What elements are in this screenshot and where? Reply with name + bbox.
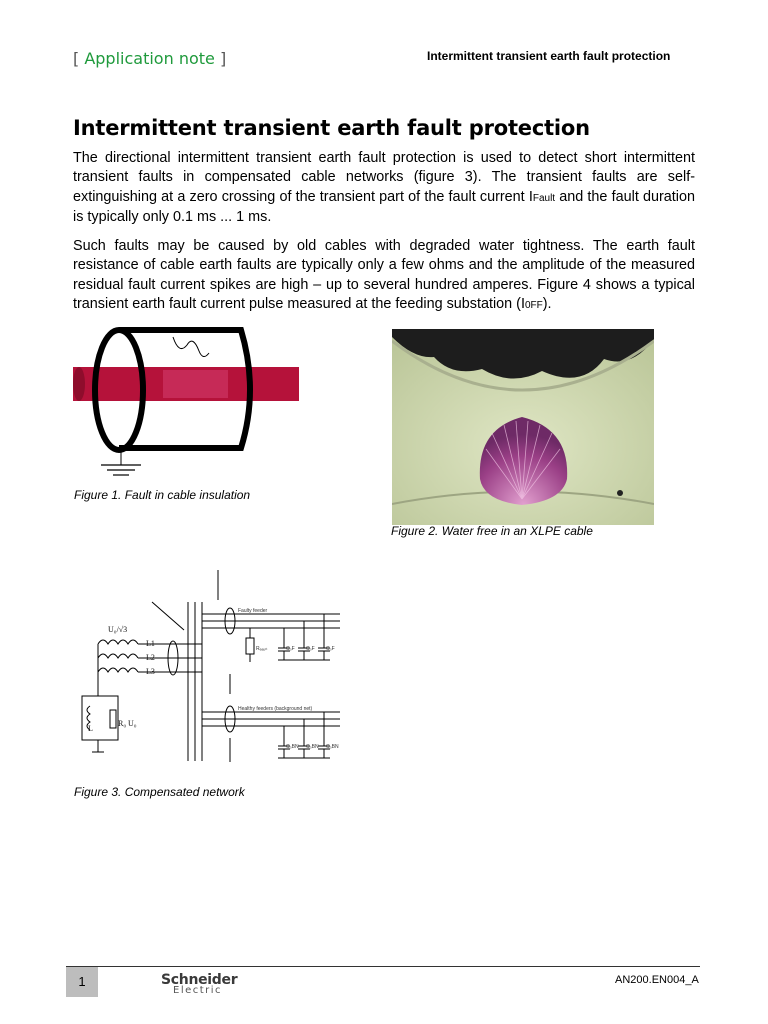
header-doc-title: Intermittent transient earth fault protection xyxy=(427,49,671,63)
paragraph-2-text-a: Such faults may be caused by old cables with degraded water tightness. The earth fault resistance of cable earth faults are typically only a few ohms and the amplitude of the measured residual fault current spikes are high – up to several hundred amperes. Figure 4 shows a typical transient earth fault current pulse measured at the feeding substation (I xyxy=(73,238,695,313)
cable-core-end xyxy=(73,367,85,401)
fig3-voltage-label: U₀/√3 xyxy=(108,625,128,634)
fault-zone xyxy=(163,370,228,398)
header-label xyxy=(73,49,226,68)
fig3-coil-label: L xyxy=(88,724,93,733)
fig3-cf2-label: C₀F xyxy=(306,646,315,652)
figure-2-caption: Figure 2. Water free in an XLPE cable xyxy=(391,524,593,538)
paragraph-1-text-b: and the fault duration is typically only 0.1 ms ... 1 ms. xyxy=(73,188,695,226)
fault-resistor xyxy=(246,638,254,654)
fig3-resistor-label: R₀ xyxy=(118,719,127,728)
figure-3-network-schematic xyxy=(78,566,354,766)
paragraph-2-subscript: 0FF xyxy=(524,300,543,312)
figure-2-water-tree-photo xyxy=(392,329,654,525)
figure-1-caption: Figure 1. Fault in cable insulation xyxy=(74,488,251,502)
bracket-close: ] xyxy=(214,49,227,68)
fig3-faulty-feeder-label: Faulty feeder xyxy=(238,608,268,614)
fault-spark xyxy=(173,337,209,357)
paragraph-1-text-a: The directional intermittent transient earth fault protection is used to detect short intermittent transient faults in compensated cable networks (figure 3). The transient faults are self-extinguishing at a zero crossing of the transient part of the fault current I xyxy=(73,150,695,205)
transformer-coil-l2 xyxy=(98,654,138,658)
transformer-coil-l3 xyxy=(98,668,138,672)
paragraph-2-text-b: ). xyxy=(542,296,552,313)
paragraph-1 xyxy=(73,149,695,228)
document-id: AN200.EN004_A xyxy=(615,974,699,986)
page-title: Intermittent transient earth fault protection xyxy=(73,116,590,140)
dark-speck xyxy=(617,490,623,496)
paragraph-2 xyxy=(73,237,695,316)
neutral-resistor xyxy=(110,710,116,728)
fig3-ch2-label: C₀BN xyxy=(306,744,319,750)
transformer-coil-l1 xyxy=(98,640,138,644)
application-note-label: Application note xyxy=(84,49,215,68)
footer-rule xyxy=(66,966,700,967)
fig3-l3-label: L3 xyxy=(146,667,155,676)
fig3-cf1-label: C₀F xyxy=(286,646,295,652)
logo-line-1: Schneider xyxy=(161,972,238,988)
fig3-l2-label: L2 xyxy=(146,653,155,662)
page-number: 1 xyxy=(66,967,98,997)
fig3-ue-label: U₀ xyxy=(128,719,137,728)
bracket-open: [ xyxy=(73,49,85,68)
relay-link-1 xyxy=(152,602,184,630)
figure-3-caption: Figure 3. Compensated network xyxy=(74,785,245,799)
fig3-rfault-label: Rₑₐᵤₗₜ xyxy=(256,646,268,652)
figure-1-cable-diagram xyxy=(73,325,303,483)
fig3-healthy-feeders-label: Healthy feeders (background net) xyxy=(238,706,313,712)
fig3-cf3-label: C₀F xyxy=(326,646,335,652)
logo-line-2: Electric xyxy=(173,985,223,996)
fig3-ch3-label: C₀BN xyxy=(326,744,339,750)
paragraph-1-subscript: Fault xyxy=(532,192,556,204)
fig3-l1-label: L1 xyxy=(146,639,155,648)
fig3-ch1-label: C₀BN xyxy=(286,744,299,750)
schneider-electric-logo xyxy=(161,972,237,996)
